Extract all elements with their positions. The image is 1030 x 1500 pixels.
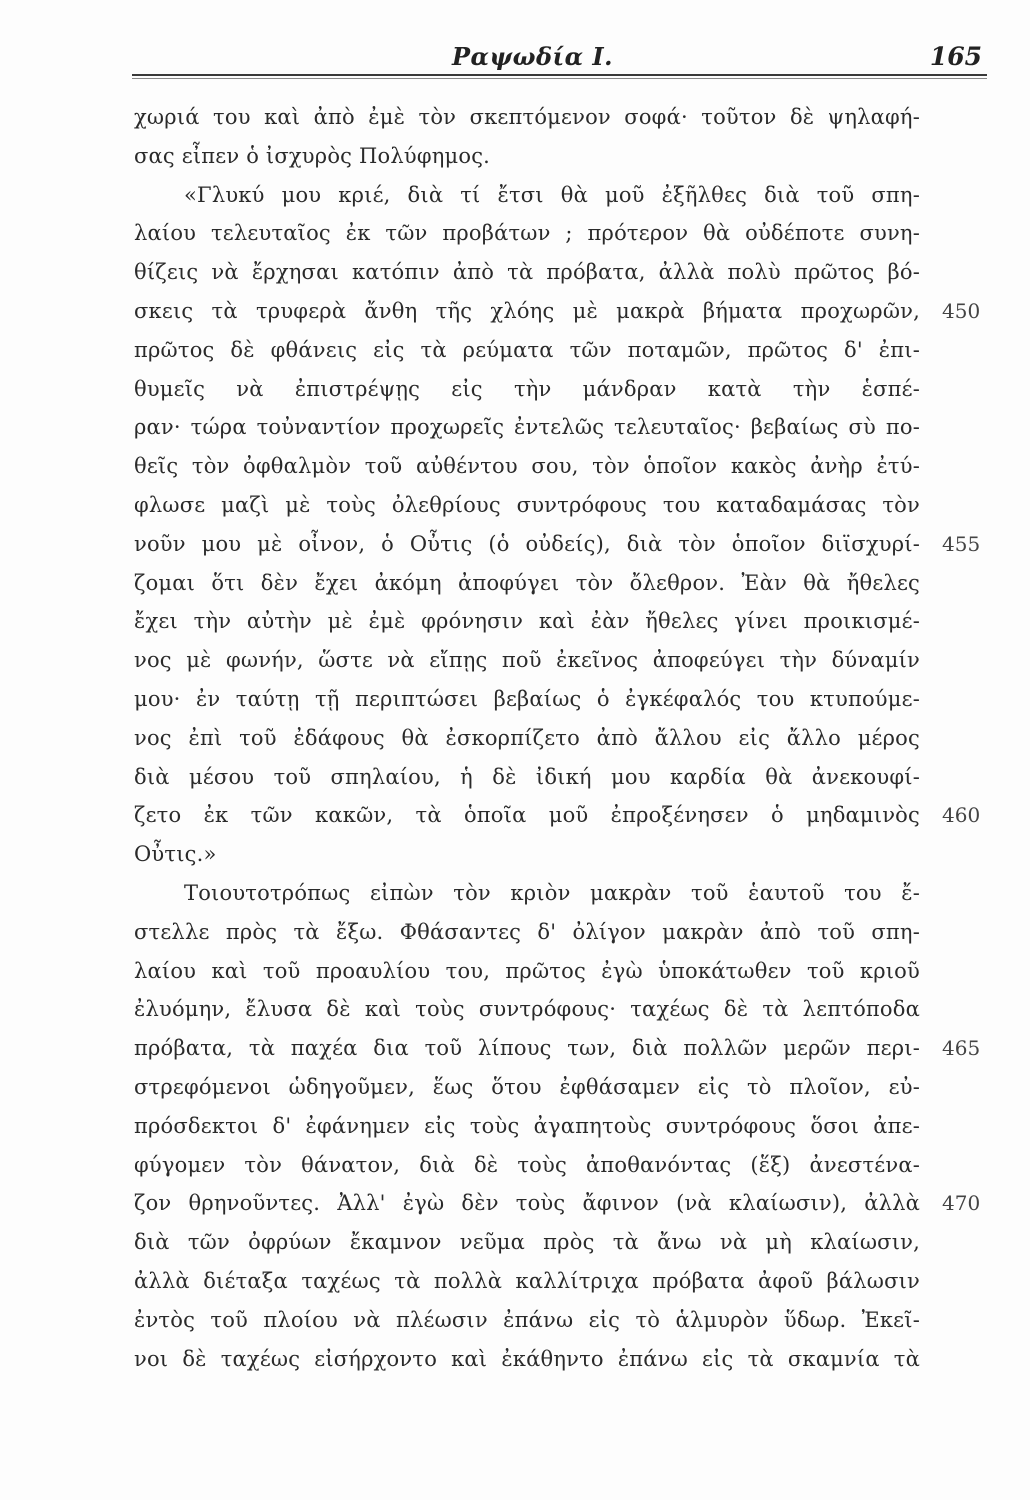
text-line-content: νος ἐπὶ τοῦ ἐδάφους θὰ ἐσκορπίζετο ἀπὸ ἄλλου εἰς ἄλλο μέρος: [134, 725, 920, 750]
text-line-content: σας εἶπεν ὁ ἰσχυρὸς Πολύφημος.: [134, 143, 491, 168]
text-line: [134, 214, 920, 253]
text-line: [134, 292, 981, 331]
text-line-content: στελλε πρὸς τὰ ἔξω. Φθάσαντες δ' ὀλίγον μακρὰν ἀπὸ τοῦ σπη-: [134, 919, 920, 944]
text-line: [134, 1223, 920, 1262]
text-line: [134, 525, 981, 564]
text-line-content: «Γλυκύ μου κριέ, διὰ τί ἔτσι θὰ μοῦ ἐξῆλθες διὰ τοῦ σπη-: [184, 182, 920, 207]
text-line: [134, 990, 920, 1029]
text-line-content: χωριά του καὶ ἀπὸ ἐμὲ τὸν σκεπτόμενον σοφά· τοῦτον δὲ ψηλαφή-: [134, 105, 920, 129]
text-line: [134, 486, 920, 525]
text-line-content: ἀλλὰ διέταξα ταχέως τὰ πολλὰ καλλίτριχα πρόβατα ἀφοῦ βάλωσιν: [134, 1268, 920, 1293]
text-line-content: διὰ τῶν ὀφρύων ἔκαμνον νεῦμα πρὸς τὰ ἄνω νὰ μὴ κλαίωσιν,: [134, 1230, 920, 1255]
text-line-content: λαίου τελευταῖος ἐκ τῶν προβάτων ; πρότερον θὰ οὐδέποτε συνη-: [134, 221, 920, 246]
text-line: [134, 331, 920, 370]
text-line: [134, 1107, 920, 1146]
text-line-content: νοῦν μου μὲ οἶνον, ὁ Οὖτις (ὁ οὐδείς), διὰ τὸν ὁποῖον διϊσχυρί-: [134, 531, 920, 556]
text-line-content: στρεφόμενοι ὡδηγοῦμεν, ἕως ὅτου ἐφθάσαμεν εἰς τὸ πλοῖον, εὐ-: [134, 1074, 920, 1099]
text-line-content: θεῖς τὸν ὀφθαλμὸν τοῦ αὐθέντου σου, τὸν ὁποῖον κακὸς ἀνὴρ ἐτύ-: [134, 454, 920, 479]
page-number: 165: [929, 42, 982, 71]
text-line: [134, 874, 920, 913]
text-line: [134, 564, 920, 603]
text-line-content: θυμεῖς νὰ ἐπιστρέψῃς εἰς τὴν μάνδραν κατὰ τὴν ἑσπέ-: [134, 376, 920, 401]
text-line: [134, 98, 920, 137]
text-line-content: ζετο ἐκ τῶν κακῶν, τὰ ὁποῖα μοῦ ἐπροξένησεν ὁ μηδαμινὸς: [134, 803, 920, 828]
text-line: [134, 913, 920, 952]
text-line: [134, 370, 920, 409]
text-line: [134, 176, 920, 215]
text-line: [134, 952, 920, 991]
text-line-content: ζον θρηνοῦντες. Ἀλλ' ἐγὼ δὲν τοὺς ἄφινον (νὰ κλαίωσιν), ἀλλὰ: [134, 1191, 920, 1216]
verse-line-number: 470: [942, 1191, 981, 1216]
text-line: [134, 796, 981, 835]
verse-line-number: 465: [942, 1036, 981, 1061]
text-line-content: ραν· τώρα τοὐναντίον προχωρεῖς ἐντελῶς τελευταῖος· βεβαίως σὺ πο-: [134, 415, 920, 440]
text-line-content: νος μὲ φωνήν, ὥστε νὰ εἴπῃς ποῦ ἐκεῖνος ἀποφεύγει τὴν δύναμίν: [134, 648, 920, 673]
text-line: [134, 253, 920, 292]
text-line-content: μου· ἐν ταύτῃ τῇ περιπτώσει βεβαίως ὁ ἐγκέφαλός του κτυπούμε-: [134, 686, 920, 711]
text-line: [134, 408, 920, 447]
verse-line-number: 455: [942, 531, 981, 556]
text-line-content: πρόβατα, τὰ παχέα δια τοῦ λίπους των, διὰ πολλῶν μερῶν περι-: [134, 1036, 920, 1061]
text-line-content: ἐντὸς τοῦ πλοίου νὰ πλέωσιν ἐπάνω εἰς τὸ ἁλμυρὸν ὕδωρ. Ἐκεῖ-: [134, 1307, 920, 1332]
text-line-content: πρόσδεκτοι δ' ἐφάνημεν εἰς τοὺς ἀγαπητοὺς συντρόφους ὅσοι ἀπε-: [134, 1113, 920, 1138]
text-line: [134, 758, 920, 797]
text-line: [134, 719, 920, 758]
text-line: [134, 1340, 920, 1379]
text-line-content: πρῶτος δὲ φθάνεις εἰς τὰ ρεύματα τῶν ποταμῶν, πρῶτος δ' ἐπι-: [134, 337, 920, 362]
text-line: [134, 1262, 920, 1301]
text-line-content: σκεις τὰ τρυφερὰ ἄνθη τῆς χλόης μὲ μακρὰ βήματα προχωρῶν,: [134, 298, 920, 323]
text-line: [134, 680, 920, 719]
text-line-content: ζομαι ὅτι δὲν ἔχει ἀκόμη ἀποφύγει τὸν ὄλεθρον. Ἐὰν θὰ ἤθελες: [134, 570, 920, 595]
page-header: [132, 40, 992, 74]
text-line-content: Οὖτις.»: [134, 842, 217, 867]
text-line: [134, 835, 920, 874]
text-line: [134, 447, 920, 486]
text-line-content: φλωσε μαζὶ μὲ τοὺς ὀλεθρίους συντρόφους του καταδαμάσας τὸν: [134, 492, 920, 517]
body-text: [134, 98, 981, 1378]
text-line: [134, 137, 920, 176]
running-title: Ραψωδία Ι.: [452, 42, 613, 71]
header-rule-thin: [132, 78, 987, 79]
text-line-content: ἐλυόμην, ἔλυσα δὲ καὶ τοὺς συντρόφους· ταχέως δὲ τὰ λεπτόποδα: [134, 997, 920, 1022]
text-line-content: λαίου καὶ τοῦ προαυλίου του, πρῶτος ἐγὼ ὑποκάτωθεν τοῦ κριοῦ: [134, 958, 920, 983]
text-line: [134, 1184, 981, 1223]
text-line-content: φύγομεν τὸν θάνατον, διὰ δὲ τοὺς ἀποθανόντας (ἕξ) ἀνεστένα-: [134, 1152, 920, 1177]
header-rule: [132, 74, 987, 76]
text-line: [134, 1029, 981, 1068]
verse-line-number: 460: [942, 803, 981, 828]
text-line: [134, 641, 920, 680]
text-line: [134, 602, 920, 641]
verse-line-number: 450: [942, 298, 981, 323]
text-line-content: θίζεις νὰ ἔρχησαι κατόπιν ἀπὸ τὰ πρόβατα, ἀλλὰ πολὺ πρῶτος βό-: [134, 260, 920, 285]
text-line: [134, 1146, 920, 1185]
text-line: [134, 1068, 920, 1107]
text-line-content: νοι δὲ ταχέως εἰσήρχοντο καὶ ἐκάθηντο ἐπάνω εἰς τὰ σκαμνία τὰ: [134, 1346, 920, 1371]
text-line-content: διὰ μέσου τοῦ σπηλαίου, ἡ δὲ ἰδική μου καρδία θὰ ἀνεκουφί-: [134, 764, 920, 789]
text-line: [134, 1301, 920, 1340]
text-line-content: ἔχει τὴν αὐτὴν μὲ ἐμὲ φρόνησιν καὶ ἐὰν ἤθελες γίνει προικισμέ-: [134, 609, 920, 634]
text-line-content: Τοιουτοτρόπως εἰπὼν τὸν κριὸν μακρὰν τοῦ ἑαυτοῦ του ἔ-: [184, 880, 920, 905]
